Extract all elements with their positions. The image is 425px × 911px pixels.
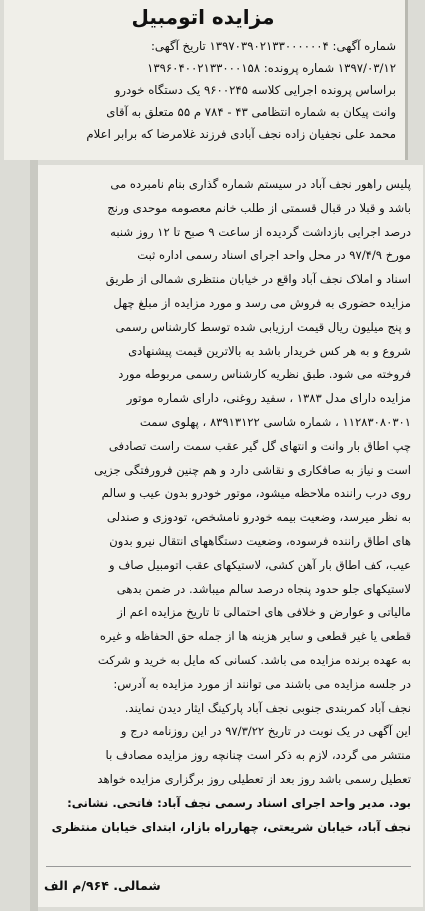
notice-header-block bbox=[4, 0, 408, 160]
notice-title: مزایده اتومبیل bbox=[131, 5, 275, 29]
body-line: اسناد و املاک نجف آباد واقع در خیابان منتظری شمالی از طریق bbox=[105, 272, 411, 287]
body-line: منتشر می گردد، لازم به ذکر است چنانچه روز مزایده مصادف با bbox=[105, 748, 411, 763]
body-line: قطعی یا غیر قطعی و سایر هزینه ها از جمله حق الحفاظه و غیره bbox=[99, 629, 411, 644]
body-line: پلیس راهور نجف آباد در سیستم شماره گذاری بنام نامبرده می bbox=[110, 177, 411, 191]
header-line: محمد علی نجفیان زاده نجف آبادی فرزند غلامرضا که برابر اعلام bbox=[86, 127, 396, 141]
body-line: بود. مدیر واحد اجرای اسناد رسمی نجف آباد: فاتحی. نشانی: bbox=[67, 795, 411, 810]
body-line: نجف آباد کمربندی جنوبی نجف آباد پارکینگ ایثار دیدن نمایند. bbox=[124, 700, 411, 715]
body-line: عیب، کف اطاق بار آهن کشی، لاستیکهای عقب اتومبیل صاف و bbox=[109, 557, 411, 572]
body-line: و پنج میلیون ریال قیمت ارزیابی شده توسط کارشناس رسمی bbox=[115, 319, 411, 334]
header-line: ۱۳۹۷/۰۳/۱۲ شماره پرونده: ۱۳۹۶۰۴۰۰۲۱۳۳۰۰۰۱۵۸ bbox=[147, 61, 396, 75]
divider bbox=[46, 866, 411, 867]
header-line: براساس پرونده اجرایی کلاسه ۹۶۰۰۲۴۵ یک دستگاه خودرو bbox=[114, 83, 396, 97]
body-line: به نظر میرسد، وضعیت بیمه خودرو نامشخص، تودوزی و صندلی bbox=[106, 510, 411, 525]
body-line: تعطیل رسمی باشد روز بعد از تعطیلی روز برگزاری مزایده خواهد bbox=[97, 771, 411, 786]
footer-text: شمالی. ۹۶۴/م الف bbox=[44, 878, 161, 893]
body-line: مالیاتی و عوارض و خلافی های احتمالی تا تاریخ مزایده اعم از bbox=[117, 605, 411, 620]
body-line: مزایده دارای مدل ۱۳۸۳ ، سفید روغنی، دارای شماره موتور bbox=[126, 391, 411, 406]
header-line: وانت پیکان به شماره انتظامی ۴۳ - ۷۸۴ م ۵۵ متعلق به آقای bbox=[106, 105, 396, 119]
body-line: نجف آباد، خیابان شریعتی، چهارراه بازار، ابتدای خیابان منتظری bbox=[51, 819, 411, 834]
body-line: لاستیکهای جلو حدود پنجاه درصد سالم میباشد. در ضمن بدهی bbox=[116, 581, 411, 596]
notice-footer bbox=[38, 878, 423, 893]
body-line: است و نیاز به صافکاری و نقاشی دارد و هم چنین فرورفتگی جزیی bbox=[94, 462, 411, 477]
body-line: درصد اجرایی بازداشت گردیده از ساعت ۹ صبح تا ۱۲ روز شنبه bbox=[110, 224, 411, 239]
body-line: این آگهی در یک نوبت در تاریخ ۹۷/۳/۲۲ در این روزنامه درج و bbox=[120, 724, 411, 739]
body-line: روی درب راننده ملاحظه میشود، موتور خودرو بدون عیب و سالم bbox=[101, 486, 411, 501]
body-line: مورخ ۹۷/۴/۹ در محل واحد اجرای اسناد رسمی اداره ثبت bbox=[137, 248, 411, 263]
body-line: در جلسه مزایده می باشند می توانند از مورد مزایده به آدرس: bbox=[113, 676, 411, 691]
body-line: های اطاق راننده فرسوده، وضعیت دستگاههای انتقال نیرو بدون bbox=[109, 533, 411, 548]
body-line: فروخته می شود. طبق نظریه کارشناس رسمی مربوطه مورد bbox=[118, 367, 411, 382]
body-line: ۱۱۲۸۳۰۸۰۳۰۱ ، شماره شاسی ۸۳۹۱۳۱۲۲ ، پهلوی سمت bbox=[139, 414, 411, 429]
paper-shadow bbox=[30, 160, 38, 911]
notice-body-block bbox=[38, 165, 423, 907]
header-line: شماره آگهی: ۱۳۹۷۰۳۹۰۲۱۳۳۰۰۰۰۰۰۴ تاریخ آگهی: bbox=[150, 39, 396, 53]
body-line: به عهده برنده مزایده می باشد. کسانی که مایل به خرید و شرکت bbox=[97, 652, 411, 667]
body-line: شروع و به هر کس خریدار باشد به بالاترین قیمت پیشنهادی bbox=[128, 343, 411, 358]
body-line: باشد و قبلا در قبال قسمتی از طلب خانم معصومه موحدی ورنج bbox=[107, 200, 411, 215]
body-line: چپ اطاق بار وانت و انتهای گل گیر عقب سمت راست تصادفی bbox=[108, 438, 411, 453]
body-line: مزایده حضوری به فروش می رسد و مورد مزایده از مبلغ چهل bbox=[113, 295, 411, 310]
